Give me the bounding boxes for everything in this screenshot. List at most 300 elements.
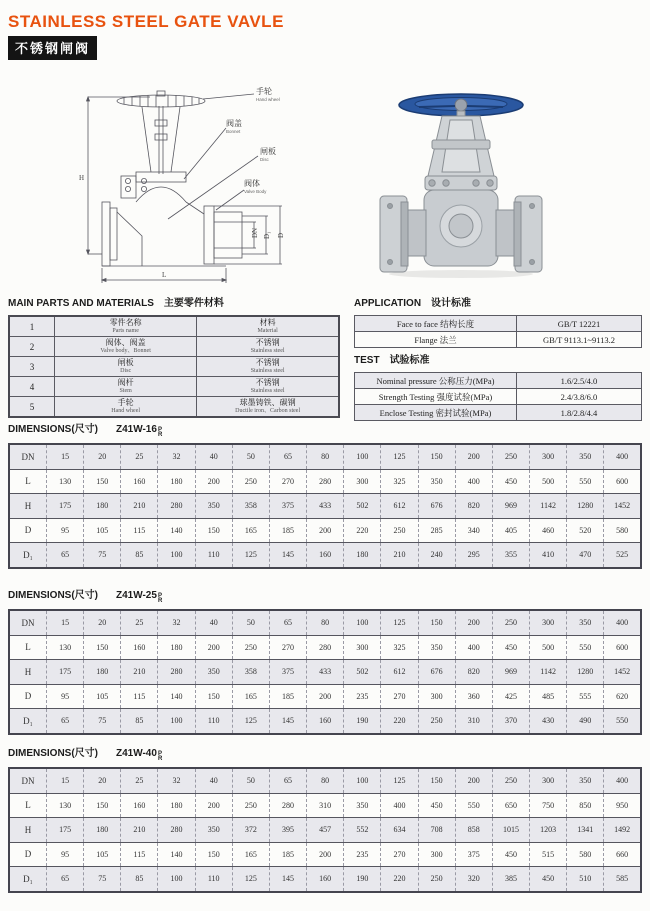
test-table xyxy=(354,372,642,421)
dim-cell: 580 xyxy=(567,842,604,867)
dim-cell: 400 xyxy=(455,635,492,660)
dim-cell: 130 xyxy=(47,469,84,494)
dim-cell: 160 xyxy=(307,543,344,568)
dim-label-D1: D₁ xyxy=(263,231,271,239)
dimensions-table-z41w16 xyxy=(8,443,642,569)
dim-cell: 200 xyxy=(455,444,492,469)
application-value: GB/T 9113.1~9113.2 xyxy=(516,332,641,348)
dim-cell: 600 xyxy=(604,635,641,660)
dim-cell: 650 xyxy=(492,793,529,818)
dim-cell: 165 xyxy=(232,684,269,709)
disc-label-cn: 闸板 xyxy=(260,147,276,156)
dim-cell: 240 xyxy=(418,543,455,568)
test-heading-cn: 试验标准 xyxy=(389,355,430,366)
dim-cell: 160 xyxy=(121,635,158,660)
parts-row-number: 1 xyxy=(9,316,55,337)
dim-cell: 85 xyxy=(121,867,158,892)
dim-row xyxy=(9,768,641,793)
dim-cell: 40 xyxy=(195,768,232,793)
dim-cell: 15 xyxy=(47,444,84,469)
dim-cell: 235 xyxy=(344,842,381,867)
dim-cell: 1280 xyxy=(567,660,604,685)
dim-row xyxy=(9,793,641,818)
dim-cell: 160 xyxy=(307,709,344,734)
dim-row xyxy=(9,518,641,543)
dim-cell: 375 xyxy=(269,494,306,519)
dim-cell: 300 xyxy=(418,842,455,867)
dim-cell: 110 xyxy=(195,709,232,734)
dim-cell: 85 xyxy=(121,709,158,734)
dim-cell: 210 xyxy=(121,494,158,519)
dim-cell: 32 xyxy=(158,444,195,469)
dim-cell: 100 xyxy=(158,543,195,568)
dim-cell: 75 xyxy=(84,867,121,892)
parts-name-cell xyxy=(55,377,197,397)
dim-cell: 620 xyxy=(604,684,641,709)
parts-material-cell xyxy=(197,397,339,418)
parts-name-en: Disc xyxy=(120,368,132,374)
parts-material-cn: 不锈钢 xyxy=(255,378,280,387)
dim-cell: 460 xyxy=(530,518,567,543)
application-label: Face to face 结构长度 xyxy=(355,316,517,332)
stem-drawing xyxy=(142,106,180,174)
dim-cell: 750 xyxy=(530,793,567,818)
dim-cell: 350 xyxy=(195,818,232,843)
dim-row-label: L xyxy=(9,635,47,660)
dim-cell: 100 xyxy=(158,709,195,734)
dim-cell: 65 xyxy=(47,867,84,892)
dim-cell: 430 xyxy=(530,709,567,734)
dim-row xyxy=(9,635,641,660)
dim-cell: 180 xyxy=(84,494,121,519)
dim-cell: 502 xyxy=(344,660,381,685)
disc-label-en: Disc xyxy=(260,157,269,162)
dim-row-label: H xyxy=(9,494,47,519)
page-title: STAINLESS STEEL GATE VAVLE xyxy=(8,12,284,31)
parts-row-number: 5 xyxy=(9,397,55,418)
dim-row-label: DN xyxy=(9,444,47,469)
parts-name-en: Valve body、Bonnet xyxy=(100,348,151,354)
parts-name-cn: 阀杆 xyxy=(117,378,134,387)
dim-cell: 160 xyxy=(121,469,158,494)
dim-cell: 1341 xyxy=(567,818,604,843)
dim-cell: 185 xyxy=(269,684,306,709)
dim-cell: 200 xyxy=(195,793,232,818)
dim-cell: 395 xyxy=(269,818,306,843)
part-label-bonnet xyxy=(226,118,242,134)
body-label-cn: 阀体 xyxy=(244,179,260,188)
dim-cell: 580 xyxy=(604,518,641,543)
dim-cell: 676 xyxy=(418,660,455,685)
dim-row xyxy=(9,818,641,843)
parts-table-body xyxy=(9,316,339,417)
application-label: Flange 法兰 xyxy=(355,332,517,348)
application-row xyxy=(355,332,642,348)
parts-row xyxy=(9,357,339,377)
dim-cell: 490 xyxy=(567,709,604,734)
dim-cell: 370 xyxy=(492,709,529,734)
dim-cell: 520 xyxy=(567,518,604,543)
dim-cell: 515 xyxy=(530,842,567,867)
dim-cell: 550 xyxy=(455,793,492,818)
dim-cell: 105 xyxy=(84,842,121,867)
dim-cell: 100 xyxy=(344,768,381,793)
model-sub-1: R xyxy=(157,598,163,604)
dim-cell: 32 xyxy=(158,768,195,793)
dim-cell: 250 xyxy=(232,469,269,494)
dim-cell: 190 xyxy=(344,709,381,734)
dim-cell: 180 xyxy=(84,818,121,843)
dim-cell: 32 xyxy=(158,610,195,635)
dim-cell: 75 xyxy=(84,709,121,734)
dim-cell: 115 xyxy=(121,518,158,543)
dim-cell: 450 xyxy=(492,842,529,867)
dim-row xyxy=(9,444,641,469)
dim-cell: 325 xyxy=(381,469,418,494)
dim-cell: 250 xyxy=(418,867,455,892)
dimensions-heading-1 xyxy=(8,586,642,604)
dim-cell: 125 xyxy=(381,444,418,469)
dim-cell: 280 xyxy=(158,660,195,685)
dim-cell: 100 xyxy=(344,610,381,635)
handwheel-drawing xyxy=(117,91,205,107)
test-label: Enclose Testing 密封试验(MPa) xyxy=(355,405,517,421)
dim-cell: 400 xyxy=(604,610,641,635)
parts-row xyxy=(9,316,339,337)
dim-cell: 95 xyxy=(47,684,84,709)
dim-cell: 510 xyxy=(567,867,604,892)
dim-cell: 1142 xyxy=(530,494,567,519)
dim-cell: 150 xyxy=(84,469,121,494)
dim-cell: 125 xyxy=(232,709,269,734)
dim-cell: 20 xyxy=(84,768,121,793)
parts-material-cn: 不锈钢 xyxy=(255,358,280,367)
dim-cell: 40 xyxy=(195,444,232,469)
body-label-en: Valve Body xyxy=(244,189,267,194)
dim-cell: 110 xyxy=(195,867,232,892)
dim-cell: 95 xyxy=(47,518,84,543)
model-sub-2: R xyxy=(157,756,163,762)
dim-cell: 250 xyxy=(492,444,529,469)
dim-cell: 210 xyxy=(381,543,418,568)
dim-cell: 433 xyxy=(307,494,344,519)
dim-row-label: D₁ xyxy=(9,709,47,734)
dim-cell: 15 xyxy=(47,768,84,793)
valve-body-drawing xyxy=(102,202,242,266)
dim-cell: 410 xyxy=(530,543,567,568)
dim-cell: 75 xyxy=(84,543,121,568)
dim-cell: 180 xyxy=(158,469,195,494)
dim-cell: 175 xyxy=(47,818,84,843)
dim-cell: 25 xyxy=(121,768,158,793)
parts-row-number: 2 xyxy=(9,337,55,357)
dim-cell: 355 xyxy=(492,543,529,568)
test-heading xyxy=(354,351,642,366)
parts-name-en: Stem xyxy=(119,388,132,394)
parts-name-cell xyxy=(55,357,197,377)
label-leader-lines xyxy=(168,94,258,219)
dim-row-label: D₁ xyxy=(9,867,47,892)
dim-row xyxy=(9,610,641,635)
dim-cell: 250 xyxy=(232,635,269,660)
dim-cell: 210 xyxy=(121,818,158,843)
valve-technical-drawing-image xyxy=(58,84,330,290)
dim-cell: 660 xyxy=(604,842,641,867)
dim-row-label: H xyxy=(9,818,47,843)
part-label-disc xyxy=(260,146,276,162)
dimensions-heading-0 xyxy=(8,420,642,438)
model-sup-0: P xyxy=(157,427,162,433)
dim-cell: 300 xyxy=(530,444,567,469)
dim-cell: 552 xyxy=(344,818,381,843)
parts-heading-en: MAIN PARTS AND MATERIALS xyxy=(8,298,154,309)
parts-table xyxy=(8,315,340,418)
dim-cell: 400 xyxy=(604,444,641,469)
dim-cell: 200 xyxy=(195,469,232,494)
dimensions-table-z41w40 xyxy=(8,767,642,893)
dim-cell: 350 xyxy=(418,469,455,494)
model-code-1 xyxy=(116,590,163,604)
dim-cell: 15 xyxy=(47,610,84,635)
dim-cell: 140 xyxy=(158,518,195,543)
dim-row-label: D₁ xyxy=(9,543,47,568)
model-code-0 xyxy=(116,424,163,438)
parts-name-cn: 手轮 xyxy=(117,398,134,407)
parts-name-cn: 零件名称 xyxy=(109,318,142,327)
dimensions-table-z41w25 xyxy=(8,609,642,735)
dim-cell: 405 xyxy=(492,518,529,543)
dim-cell: 125 xyxy=(232,543,269,568)
dim-cell: 200 xyxy=(455,610,492,635)
dim-cell: 500 xyxy=(530,635,567,660)
parts-name-cell xyxy=(55,316,197,337)
valve-photo-image xyxy=(372,84,550,282)
model-suffix-2 xyxy=(158,752,162,762)
photo-body xyxy=(380,190,542,272)
dim-row xyxy=(9,709,641,734)
dimensions-section-z41w40 xyxy=(8,744,642,893)
dim-cell: 585 xyxy=(604,867,641,892)
dim-row-label: L xyxy=(9,469,47,494)
application-row xyxy=(355,316,642,332)
test-row xyxy=(355,389,642,405)
dim-label-D: D xyxy=(277,232,285,238)
dim-cell: 250 xyxy=(418,709,455,734)
test-value: 1.6/2.5/4.0 xyxy=(516,373,641,389)
dim-cell: 280 xyxy=(158,494,195,519)
dim-cell: 400 xyxy=(604,768,641,793)
photo-yoke xyxy=(428,111,494,176)
dim-cell: 165 xyxy=(232,842,269,867)
application-section xyxy=(354,294,642,348)
dim-cell: 110 xyxy=(195,543,232,568)
dim-cell: 425 xyxy=(492,684,529,709)
parts-material-en: Stainless steel xyxy=(250,368,285,374)
dim-cell: 1015 xyxy=(492,818,529,843)
part-label-body xyxy=(244,178,267,194)
dim-cell: 150 xyxy=(84,635,121,660)
test-label: Strength Testing 强度试验(MPa) xyxy=(355,389,517,405)
parts-material-en: Ductile iron、Carbon steel xyxy=(235,408,301,414)
dim-cell: 65 xyxy=(269,768,306,793)
dim-cell: 612 xyxy=(381,494,418,519)
model-sub-0: R xyxy=(157,432,163,438)
bonnet-label-cn: 阀盖 xyxy=(226,119,242,128)
dim-cell: 300 xyxy=(530,768,567,793)
model-code-2 xyxy=(116,748,163,762)
dim-cell: 50 xyxy=(232,444,269,469)
dimensions-heading-2 xyxy=(8,744,642,762)
dim-cell: 270 xyxy=(269,469,306,494)
dim-cell: 175 xyxy=(47,494,84,519)
dim-cell: 375 xyxy=(269,660,306,685)
model-number-2: Z41W-40 xyxy=(116,748,157,759)
dim-cell: 470 xyxy=(567,543,604,568)
application-value: GB/T 12221 xyxy=(516,316,641,332)
dim-cell: 100 xyxy=(158,867,195,892)
dim-cell: 250 xyxy=(492,768,529,793)
dim-cell: 375 xyxy=(455,842,492,867)
dim-cell: 235 xyxy=(344,684,381,709)
dim-cell: 450 xyxy=(530,867,567,892)
dim-cell: 450 xyxy=(492,469,529,494)
dim-cell: 550 xyxy=(567,635,604,660)
dim-cell: 285 xyxy=(418,518,455,543)
dim-cell: 220 xyxy=(381,709,418,734)
dim-cell: 400 xyxy=(381,793,418,818)
dim-cell: 105 xyxy=(84,518,121,543)
dimension-line-H xyxy=(87,97,151,254)
parts-material-cn: 球墨铸铁、碳钢 xyxy=(239,398,296,407)
dim-cell: 350 xyxy=(567,610,604,635)
dim-cell: 190 xyxy=(344,867,381,892)
dim-cell: 612 xyxy=(381,660,418,685)
dim-cell: 400 xyxy=(455,469,492,494)
dim-cell: 175 xyxy=(47,660,84,685)
test-row xyxy=(355,373,642,389)
dim-cell: 105 xyxy=(84,684,121,709)
dim-cell: 150 xyxy=(418,610,455,635)
dim-cell: 95 xyxy=(47,842,84,867)
dim-cell: 145 xyxy=(269,867,306,892)
dim-cell: 350 xyxy=(195,494,232,519)
parts-material-cell xyxy=(197,377,339,397)
model-suffix-1 xyxy=(158,594,162,604)
dimensions-title-1: DIMENSIONS(尺寸) xyxy=(8,590,98,601)
dim-cell: 185 xyxy=(269,518,306,543)
dim-cell: 325 xyxy=(381,635,418,660)
photo-bonnet xyxy=(425,176,497,190)
parts-material-cn: 材料 xyxy=(259,318,276,327)
dim-row-label: DN xyxy=(9,768,47,793)
dim-cell: 180 xyxy=(158,635,195,660)
dim-cell: 300 xyxy=(344,635,381,660)
dim-cell: 200 xyxy=(455,768,492,793)
dim-cell: 25 xyxy=(121,610,158,635)
dimensions-section-z41w25 xyxy=(8,586,642,735)
dim-row xyxy=(9,543,641,568)
dim-table-body-1 xyxy=(9,610,641,734)
bonnet-drawing xyxy=(121,172,186,202)
test-label: Nominal pressure 公称压力(MPa) xyxy=(355,373,517,389)
dim-cell: 433 xyxy=(307,660,344,685)
dim-cell: 180 xyxy=(344,543,381,568)
application-heading-en: APPLICATION xyxy=(354,298,422,309)
dim-label-L: L xyxy=(162,271,167,279)
dim-row xyxy=(9,867,641,892)
dim-cell: 270 xyxy=(381,842,418,867)
dim-cell: 80 xyxy=(307,444,344,469)
dim-cell: 350 xyxy=(418,635,455,660)
dim-cell: 300 xyxy=(530,610,567,635)
dim-cell: 125 xyxy=(381,610,418,635)
dim-label-H: H xyxy=(79,174,85,182)
parts-heading xyxy=(8,294,340,309)
dim-cell: 450 xyxy=(492,635,529,660)
dim-cell: 250 xyxy=(381,518,418,543)
dim-cell: 250 xyxy=(232,793,269,818)
dim-row-label: D xyxy=(9,684,47,709)
parts-material-cell xyxy=(197,316,339,337)
dim-cell: 360 xyxy=(455,684,492,709)
dim-cell: 280 xyxy=(269,793,306,818)
dim-cell: 450 xyxy=(418,793,455,818)
dim-cell: 385 xyxy=(492,867,529,892)
model-number-0: Z41W-16 xyxy=(116,424,157,435)
dim-cell: 220 xyxy=(344,518,381,543)
parts-material-en: Stainless steel xyxy=(250,348,285,354)
dim-cell: 310 xyxy=(307,793,344,818)
application-heading xyxy=(354,294,642,309)
dim-cell: 145 xyxy=(269,709,306,734)
dim-cell: 80 xyxy=(307,768,344,793)
parts-section xyxy=(8,294,340,418)
test-value: 1.8/2.8/4.4 xyxy=(516,405,641,421)
dim-cell: 200 xyxy=(195,635,232,660)
dim-cell: 358 xyxy=(232,494,269,519)
dim-cell: 160 xyxy=(121,793,158,818)
dim-cell: 20 xyxy=(84,444,121,469)
test-heading-en: TEST xyxy=(354,355,380,366)
dim-cell: 550 xyxy=(604,709,641,734)
parts-name-en: Hand wheel xyxy=(111,408,141,414)
dim-cell: 180 xyxy=(158,793,195,818)
dim-cell: 150 xyxy=(195,842,232,867)
dim-cell: 150 xyxy=(84,793,121,818)
test-row xyxy=(355,405,642,421)
dim-cell: 210 xyxy=(121,660,158,685)
dim-cell: 115 xyxy=(121,684,158,709)
parts-row-number: 3 xyxy=(9,357,55,377)
parts-row xyxy=(9,377,339,397)
dim-cell: 100 xyxy=(344,444,381,469)
dim-cell: 25 xyxy=(121,444,158,469)
model-sup-1: P xyxy=(157,593,162,599)
dim-cell: 125 xyxy=(232,867,269,892)
dim-cell: 65 xyxy=(47,709,84,734)
model-number-1: Z41W-25 xyxy=(116,590,157,601)
dim-cell: 1452 xyxy=(604,494,641,519)
dim-cell: 850 xyxy=(567,793,604,818)
dim-cell: 300 xyxy=(344,469,381,494)
dim-cell: 280 xyxy=(158,818,195,843)
parts-material-cell xyxy=(197,357,339,377)
parts-row xyxy=(9,397,339,418)
dim-cell: 310 xyxy=(455,709,492,734)
dim-cell: 485 xyxy=(530,684,567,709)
dim-row-label: L xyxy=(9,793,47,818)
dim-cell: 250 xyxy=(492,610,529,635)
